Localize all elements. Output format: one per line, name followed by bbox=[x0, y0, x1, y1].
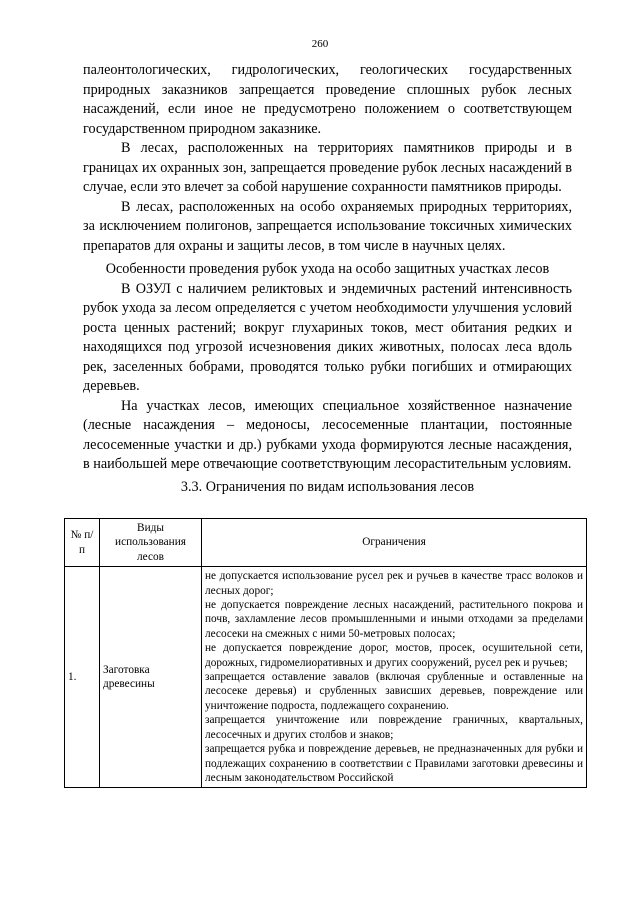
header-use-type: Виды использования лесов bbox=[100, 519, 202, 567]
page-number: 260 bbox=[311, 38, 329, 50]
restriction-item: запрещается оставление завалов (включая срубленные и оставленные на лесосеке деревья) и срубленных зависших деревьев, повреждение или уничтожение подроста, подлежащего сохранению. bbox=[205, 671, 583, 712]
paragraph: На участках лесов, имеющих специальное хозяйственное назначение (лесные насаждения – медоносы, лесосеменные плантации, постоянные лесосеменные участки и др.) рубками ухода формируются лесные насаждения, в наибольшей мере отвечающие соответствующим лесорастительным условиям. bbox=[83, 397, 572, 472]
paragraph: В ОЗУЛ с наличием реликтовых и эндемичных растений интенсивность рубок ухода за лесом определяется с учетом необходимости улучшения условий роста ценных растений; вокруг глухариных токов, мест обитания редких и находящихся под угрозой исчезновения диких животных, полосах леса вдоль рек, заселенных бобрами, проводятся только рубки погибших и отмирающих деревьев. bbox=[83, 280, 572, 394]
paragraph: В лесах, расположенных на территориях памятников природы и в границах их охранных зон, запрещается проведение рубок лесных насаждений в случае, если это влечет за собой нарушение сохранности памятников природы. bbox=[83, 140, 572, 195]
section-subheading: Особенности проведения рубок ухода на особо защитных участках лесов bbox=[105, 261, 550, 277]
table-header-row bbox=[65, 519, 587, 567]
row-number: 1. bbox=[65, 567, 100, 788]
row-use-type: Заготовка древесины bbox=[100, 567, 202, 788]
restriction-item: не допускается повреждение лесных насаждений, растительного покрова и почв, захламление лесов промышленными и иными отходами за пределами лесосеки на смежных с ними 50-метровых полосах; bbox=[205, 599, 583, 640]
restriction-item: запрещается рубка и повреждение деревьев, не предназначенных для рубки и подлежащих сохранению в соответствии с Правилами заготовки древесины и лесным законодательством Российской bbox=[205, 743, 583, 784]
restriction-item: не допускается использование русел рек и ручьев в качестве трасс волоков и лесных дорог; bbox=[205, 570, 583, 597]
table-caption: 3.3. Ограничения по видам использования лесов bbox=[180, 478, 475, 495]
paragraph: палеонтологических, гидрологических, геологических государственных природных заказников запрещается проведение сплошных рубок лесных насаждений, если иное не предусмотрено положением о соответствующем государственном природном заказнике. bbox=[83, 62, 572, 137]
header-restrictions: Ограничения bbox=[202, 519, 587, 567]
row-restrictions bbox=[202, 567, 587, 788]
paragraph: В лесах, расположенных на особо охраняемых природных территориях, за исключением полигонов, запрещается использование токсичных химических препаратов для охраны и защиты лесов, в том числе в научных целях. bbox=[83, 198, 572, 254]
restriction-item: запрещается уничтожение или повреждение граничных, квартальных, лесосечных и других столбов и знаков; bbox=[205, 714, 583, 741]
document-body bbox=[83, 61, 572, 504]
table-row bbox=[65, 567, 587, 788]
restriction-item: не допускается повреждение дорог, мостов, просек, осушительной сети, дорожных, гидромелиоративных и других сооружений, русел рек и ручьев; bbox=[205, 642, 583, 669]
header-number: № п/п bbox=[65, 519, 100, 567]
restrictions-table bbox=[64, 518, 587, 788]
